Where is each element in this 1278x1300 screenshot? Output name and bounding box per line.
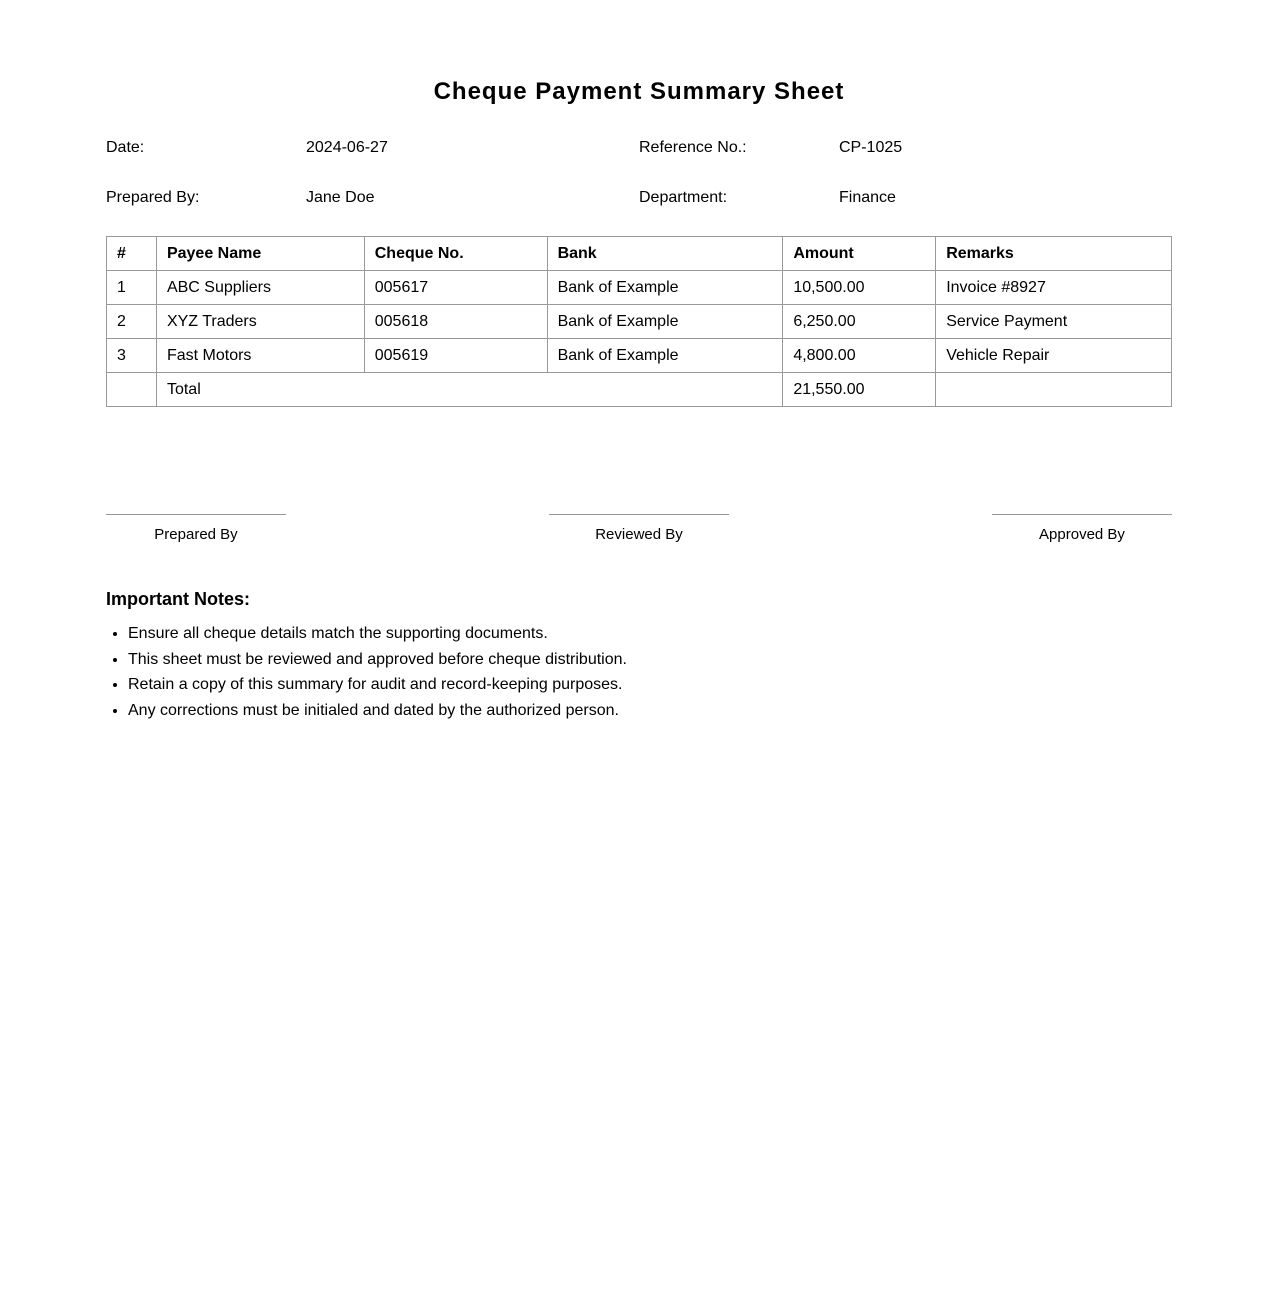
signature-reviewed bbox=[549, 514, 729, 543]
payment-table bbox=[106, 236, 1172, 407]
cheque-number: 005617 bbox=[364, 271, 547, 305]
reference-label: Reference No.: bbox=[639, 139, 747, 156]
signature-approved bbox=[992, 514, 1172, 543]
cheque-number: 005619 bbox=[364, 339, 547, 373]
amount: 4,800.00 bbox=[783, 339, 936, 373]
signature-label-prepared: Prepared By bbox=[154, 526, 238, 543]
total-label: Total bbox=[156, 373, 782, 407]
list-item: • Ensure all cheque details match the supporting documents. bbox=[128, 621, 627, 647]
bank-name: Bank of Example bbox=[547, 339, 783, 373]
signature-line bbox=[106, 514, 286, 515]
header-bank: Bank bbox=[547, 237, 783, 271]
row-number: 3 bbox=[107, 339, 157, 373]
remarks: Invoice #8927 bbox=[936, 271, 1172, 305]
payee-name: ABC Suppliers bbox=[156, 271, 364, 305]
date-value: 2024-06-27 bbox=[306, 139, 388, 156]
list-item: • Retain a copy of this summary for audit and record-keeping purposes. bbox=[128, 672, 627, 698]
total-amount: 21,550.00 bbox=[783, 373, 936, 407]
amount: 6,250.00 bbox=[783, 305, 936, 339]
prepared-by-label: Prepared By: bbox=[106, 189, 200, 206]
signature-label-approved: Approved By bbox=[1039, 526, 1125, 543]
header-number: # bbox=[107, 237, 157, 271]
bank-name: Bank of Example bbox=[547, 271, 783, 305]
table-row bbox=[107, 271, 1172, 305]
row-number: 1 bbox=[107, 271, 157, 305]
signature-line bbox=[992, 514, 1172, 515]
row-number: 2 bbox=[107, 305, 157, 339]
header-remarks: Remarks bbox=[936, 237, 1172, 271]
total-empty-cell bbox=[107, 373, 157, 407]
bank-name: Bank of Example bbox=[547, 305, 783, 339]
payee-name: Fast Motors bbox=[156, 339, 364, 373]
notes-list bbox=[106, 621, 627, 724]
department-label: Department: bbox=[639, 189, 728, 206]
list-item: • Any corrections must be initialed and dated by the authorized person. bbox=[128, 698, 627, 724]
amount: 10,500.00 bbox=[783, 271, 936, 305]
remarks: Vehicle Repair bbox=[936, 339, 1172, 373]
header-payee-name: Payee Name bbox=[156, 237, 364, 271]
reference-value: CP-1025 bbox=[839, 139, 903, 156]
page-title: Cheque Payment Summary Sheet bbox=[433, 78, 845, 105]
remarks: Service Payment bbox=[936, 305, 1172, 339]
meta-row-preparer-department bbox=[106, 189, 1172, 209]
header-cheque-no: Cheque No. bbox=[364, 237, 547, 271]
table-row bbox=[107, 339, 1172, 373]
signature-line bbox=[549, 514, 729, 515]
header-amount: Amount bbox=[783, 237, 936, 271]
table-header-row bbox=[107, 237, 1172, 271]
signature-label-reviewed: Reviewed By bbox=[595, 526, 683, 543]
list-item: • This sheet must be reviewed and approved before cheque distribution. bbox=[128, 647, 627, 673]
cheque-number: 005618 bbox=[364, 305, 547, 339]
prepared-by-value: Jane Doe bbox=[306, 189, 375, 206]
total-remarks-cell bbox=[936, 373, 1172, 407]
payee-name: XYZ Traders bbox=[156, 305, 364, 339]
notes-title: Important Notes: bbox=[106, 589, 250, 609]
department-value: Finance bbox=[839, 189, 896, 206]
meta-row-date-reference bbox=[106, 139, 1172, 159]
table-row bbox=[107, 305, 1172, 339]
signature-prepared bbox=[106, 514, 286, 543]
total-row bbox=[107, 373, 1172, 407]
date-label: Date: bbox=[106, 139, 145, 156]
